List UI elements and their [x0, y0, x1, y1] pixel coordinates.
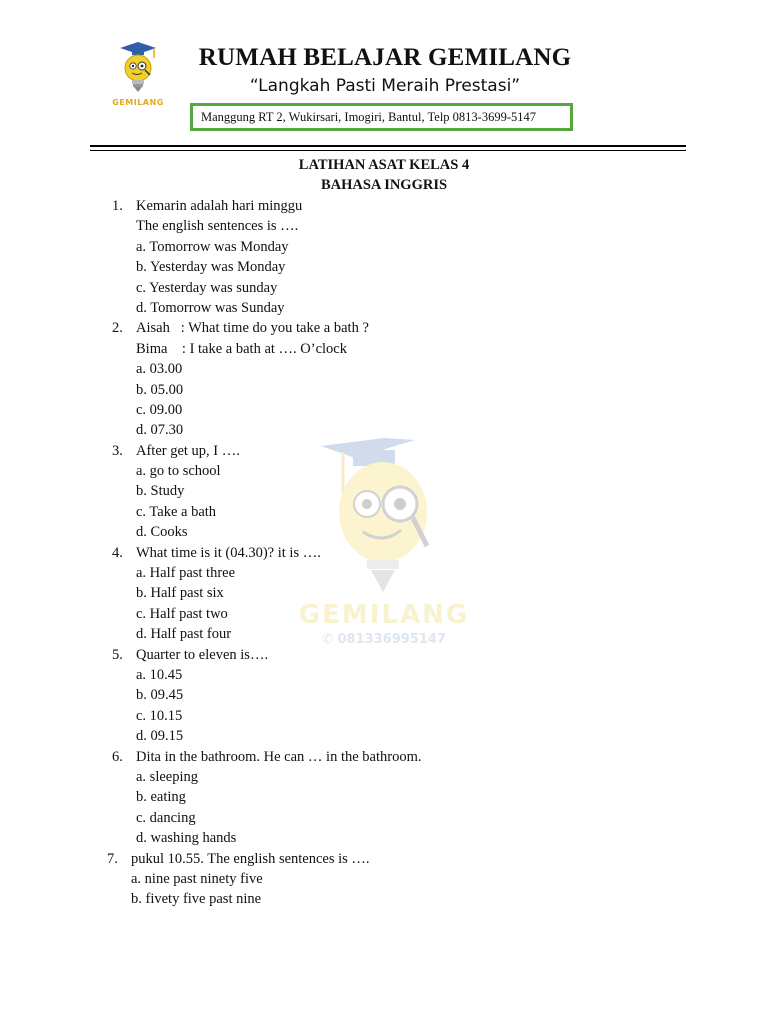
- question-number: 3.: [112, 442, 123, 459]
- question-prompt: The english sentences is ….: [136, 218, 299, 235]
- watermark-phone-number: 081336995147: [337, 632, 446, 647]
- answer-option: b. fivety five past nine: [131, 891, 262, 908]
- answer-option: d. 09.15: [136, 728, 184, 745]
- answer-option: a. 10.45: [136, 666, 183, 683]
- logo-wordmark: GEMILANG: [112, 98, 164, 107]
- question-4: [0, 543, 768, 645]
- answer-option: a. Half past three: [136, 565, 236, 582]
- answer-option: d. Tomorrow was Sunday: [136, 299, 285, 316]
- question-list: [0, 196, 768, 910]
- header-divider-thin: [90, 150, 686, 151]
- watermark-wordmark: GEMILANG: [298, 600, 470, 630]
- question-2: [0, 318, 768, 440]
- answer-option: a. nine past ninety five: [131, 870, 263, 887]
- address-text: Manggung RT 2, Wukirsari, Imogiri, Bantul, Telp 0813-3699-5147: [201, 110, 536, 124]
- answer-option: a. 03.00: [136, 361, 183, 378]
- question-number: 2.: [112, 320, 123, 337]
- question-number: 4.: [112, 544, 123, 561]
- phone-icon: ✆: [322, 632, 333, 647]
- question-number: 7.: [107, 850, 118, 867]
- question-6: [0, 747, 768, 849]
- answer-option: c. Yesterday was sunday: [136, 279, 278, 296]
- school-name: RUMAH BELAJAR GEMILANG: [198, 44, 572, 71]
- question-text: pukul 10.55. The english sentences is ….: [131, 850, 370, 867]
- question-prompt: Bima : I take a bath at …. O’clock: [136, 340, 347, 357]
- answer-option: b. 09.45: [136, 687, 184, 704]
- answer-option: d. Half past four: [136, 626, 232, 643]
- question-text: What time is it (04.30)? it is ….: [136, 544, 321, 561]
- answer-option: b. eating: [136, 789, 186, 806]
- answer-option: d. 07.30: [136, 422, 184, 439]
- answer-option: d. Cooks: [136, 524, 188, 541]
- school-logo: [92, 36, 184, 114]
- question-text: Kemarin adalah hari minggu: [136, 198, 303, 214]
- header-divider-thick: [90, 145, 686, 147]
- question-7: [0, 849, 768, 910]
- answer-option: b. 05.00: [136, 381, 184, 398]
- question-number: 5.: [112, 646, 123, 663]
- answer-option: a. go to school: [136, 463, 221, 480]
- question-text: After get up, I ….: [136, 442, 240, 459]
- answer-option: b. Yesterday was Monday: [136, 259, 286, 276]
- question-text: Quarter to eleven is….: [136, 646, 269, 663]
- question-5: [0, 645, 768, 747]
- exam-subject: BAHASA INGGRIS: [320, 177, 448, 193]
- answer-option: c. dancing: [136, 809, 196, 826]
- answer-option: b. Study: [136, 483, 185, 500]
- answer-option: b. Half past six: [136, 585, 224, 602]
- address-box: [190, 103, 573, 131]
- answer-option: a. Tomorrow was Monday: [136, 238, 289, 255]
- answer-option: a. sleeping: [136, 768, 199, 785]
- question-3: [0, 441, 768, 543]
- answer-option: c. 09.00: [136, 401, 183, 418]
- question-text: Dita in the bathroom. He can … in the bathroom.: [136, 748, 422, 765]
- question-1: [0, 196, 768, 318]
- answer-option: c. Half past two: [136, 605, 228, 622]
- answer-option: d. washing hands: [136, 830, 237, 847]
- question-text: Aisah : What time do you take a bath ?: [136, 320, 369, 337]
- exam-title: LATIHAN ASAT KELAS 4: [298, 157, 470, 173]
- question-number: 6.: [112, 748, 123, 765]
- mascot-bulb-icon: [92, 36, 184, 100]
- question-number: 1.: [112, 198, 123, 214]
- answer-option: c. Take a bath: [136, 503, 217, 520]
- answer-option: c. 10.15: [136, 707, 183, 724]
- school-motto: “Langkah Pasti Meraih Prestasi”: [249, 76, 521, 96]
